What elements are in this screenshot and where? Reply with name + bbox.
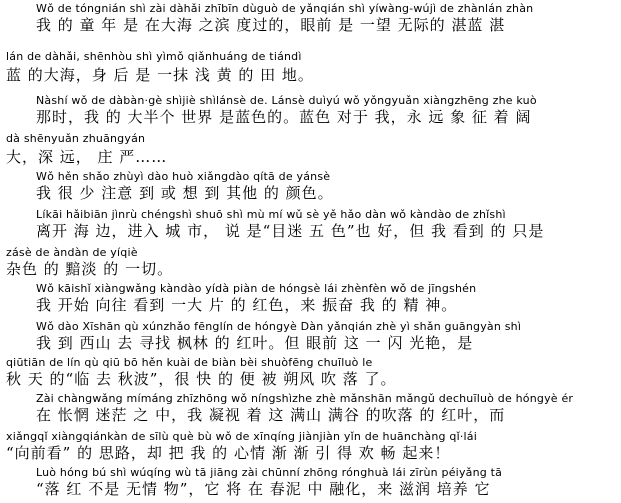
pinyin-line-8: Wǒ kāishǐ xiàngwǎng kàndào yídà piàn de hóngsè lái zhènfèn wǒ de jīngshén	[36, 282, 477, 295]
hanzi-text: 我 的 童 年 是 在大海 之滨 度过的，眼前 是 一望 无际的 湛蓝 湛	[36, 16, 506, 34]
hanzi-line-12: “向前看” 的 思路，却 把 我 的 心情 渐 渐 引 得 欢 畅 起来！	[6, 444, 451, 462]
pinyin-line-9: Wǒ dào Xīshān qù xúnzhǎo fēnglín de hóngyè Dàn yǎnqián zhè yì shǎn guāngyàn shì	[36, 320, 522, 333]
pinyin-line-10: qiūtiān de lín qù qiū bō hěn kuài de biàn bèi shuòfēng chuīluò le	[6, 356, 373, 369]
pinyin-line-2: lán de dàhǎi, shēnhòu shì yìmǒ qiǎnhuáng de tiándì	[6, 50, 302, 63]
pinyin-line-12: xiǎngqǐ xiàngqiánkàn de sīlù què bù wǒ de xīnqíng jiànjiàn yǐn de huānchàng qǐ·lái	[6, 430, 477, 443]
pinyin-line-7: zásè de àndàn de yíqiè	[6, 246, 138, 259]
pinyin-line-3: Nàshí wǒ de dàbàn·gè shìjiè shìlánsè de. Lánsè duìyú wǒ yǒngyuǎn xiàngzhēng zhe kuò	[36, 94, 537, 107]
pinyin-line-4: dà shēnyuǎn zhuāngyán	[6, 132, 146, 145]
pinyin-line-5: Wǒ hěn shǎo zhùyì dào huò xiǎngdào qítā de yánsè	[36, 170, 331, 183]
hanzi-line-3: 那时，我 的 大半个 世界 是蓝色的。蓝色 对于 我，永 远 象 征 着 阔	[36, 108, 532, 126]
hanzi-line-5: 我 很 少 注意 到 或 想 到 其他 的 颜色。	[36, 184, 334, 202]
hanzi-line-10: 秋 天 的“临 去 秋波”，很 快 的 便 被 朔风 吹 落 了。	[6, 370, 397, 388]
hanzi-line-9: 我 到 西山 去 寻找 枫林 的 红叶。但 眼前 这 一 闪 光艳，是	[36, 334, 474, 352]
hanzi-line-7: 杂色 的 黯淡 的 一切。	[6, 260, 174, 278]
pinyin-line-11: Zài chàngwǎng mímáng zhīzhōng wǒ níngshìzhe zhè mǎnshān mǎngǔ dechuīluò de hóngyè ér	[36, 392, 574, 405]
hanzi-line-13: “落 红 不是 无情 物”，它 将 在 春泥 中 融化，来 滋润 培养 它	[36, 480, 491, 498]
hanzi-line-6: 离开 海 边，进入 城 市， 说 是“目迷 五 色”也 好，但 我 看到 的 只是	[36, 222, 545, 240]
hanzi-line-4: 大，深 远， 庄 严……	[6, 148, 168, 166]
pinyin-line-6: Líkāi hǎibiān jìnrù chéngshì shuō shì mù mí wǔ sè yě hǎo dàn wǒ kàndào de zhǐshì	[36, 208, 506, 221]
hanzi-line-2: 蓝 的大海，身 后 是 一抹 浅 黄 的 田 地。	[6, 66, 314, 84]
hanzi-line-8: 我 开始 向往 看到 一大 片 的 红色，来 振奋 我 的 精 神。	[36, 296, 458, 314]
hanzi-line-1	[36, 14, 505, 35]
pinyin-line-13: Luò hóng bú shì wúqíng wù tā jiāng zài chūnní zhōng rónghuà lái zīrùn péiyǎng tā	[36, 466, 503, 479]
hanzi-line-11: 在 怅惘 迷茫 之 中，我 凝视 着 这 满山 满谷 的吹落 的 红叶，而	[36, 406, 506, 424]
pinyin-line-1: Wǒ de tóngnián shì zài dàhǎi zhībīn dùguò de yǎnqián shì yíwàng-wújì de zhànlán zhàn	[36, 2, 534, 15]
